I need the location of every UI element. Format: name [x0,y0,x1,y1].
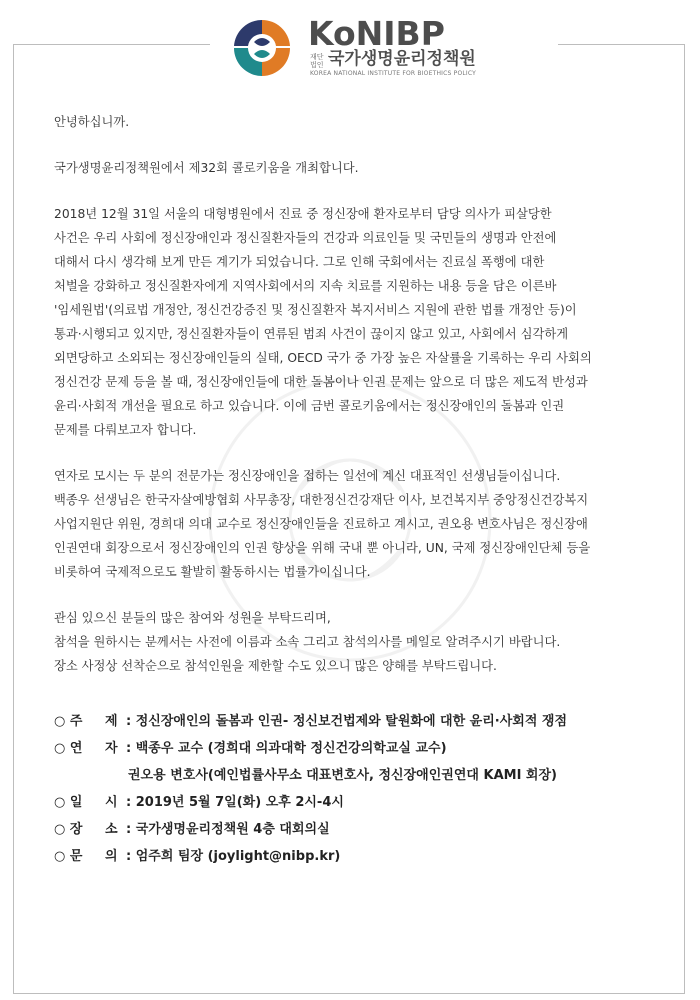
detail-speaker [54,735,654,762]
paragraph-invitation [54,606,654,678]
paragraph-line: 관심 있으신 분들의 많은 참여와 성원을 부탁드리며, [54,611,331,625]
paragraph-line: 비롯하여 국제적으로도 활발히 활동하시는 법률가이십니다. [54,565,371,579]
logo-brand-text: KoNIBP [308,14,445,53]
paragraph-line: 윤리·사회적 개선을 필요로 하고 있습니다. 이에 금번 콜로키움에서는 정신장애인의 돌봄과 인권 [54,399,565,413]
detail-label: ○ 연 자 [54,741,118,756]
logo-korean-name: 국가생명윤리정책원 [328,49,476,69]
greeting-text: 안녕하십니까. [54,115,130,129]
konibp-emblem-icon [224,16,300,80]
paragraph-line: 정신건강 문제 등을 볼 때, 정신장애인들에 대한 돌봄이나 인권 문제는 앞으로 더 많은 제도적 반성과 [54,375,588,389]
detail-topic [54,708,654,735]
paragraph-line: 사업지원단 위원, 경희대 의대 교수로 정신장애인들을 진료하고 계시고, 권오용 변호사님은 정신장애 [54,517,588,531]
paragraph-line: 참석을 원하시는 분께서는 사전에 이름과 소속 그리고 참석의사를 메일로 알려주시기 바랍니다. [54,635,561,649]
detail-label: ○ 주 제 [54,714,118,729]
frame-top-border-left [13,44,210,45]
paragraph-background [54,202,654,442]
detail-value: : 정신장애인의 돌봄과 인권- 정신보건법제와 탈원화에 대한 윤리·사회적 쟁점 [126,714,568,729]
detail-speaker-second [54,762,654,789]
konibp-logo [216,14,486,80]
detail-label: ○ 일 시 [54,795,118,810]
paragraph-line: 대해서 다시 생각해 보게 만든 계기가 되었습니다. 그로 인해 국회에서는 진료실 폭행에 대한 [54,255,545,269]
paragraph-line: 인권연대 회장으로서 정신장애인의 인권 향상을 위해 국내 뿐 아니라, UN, 국제 정신장애인단체 등을 [54,541,591,555]
paragraph-line: 통과·시행되고 있지만, 정신질환자들이 연류된 범죄 사건이 끊이지 않고 있고, 사회에서 심각하게 [54,327,569,341]
logo-english-name: KOREA NATIONAL INSTITUTE FOR BIOETHICS POLICY [310,70,477,77]
detail-datetime [54,789,654,816]
detail-label: ○ 문 의 [54,849,118,864]
detail-value: : 백종우 교수 (경희대 의과대학 정신건강의학교실 교수) [126,741,447,756]
paragraph-line: '임세원법'(의료법 개정안, 정신건강증진 및 정신질환자 복지서비스 지원에 관한 법률 개정안 등)이 [54,303,577,317]
paragraph-line: 처벌을 강화하고 정신질환자에게 지역사회에서의 지속 치료를 지원하는 내용 등을 담은 이른바 [54,279,557,293]
paragraph-line: 백종우 선생님은 한국자살예방협회 사무총장, 대한정신건강재단 이사, 보건복지부 중앙정신건강복지 [54,493,589,507]
paragraph-line: 문제를 다뤄보고자 합니다. [54,423,197,437]
paragraph-line: 사건은 우리 사회에 정신장애인과 정신질환자들의 건강과 의료인들 및 국민들의 생명과 안전에 [54,231,557,245]
detail-value: : 국가생명윤리정책원 4층 대회의실 [126,822,330,837]
paragraph-line: 외면당하고 소외되는 정신장애인들의 실태, OECD 국가 중 가장 높은 자살률을 기록하는 우리 사회의 [54,351,592,365]
detail-contact [54,843,654,870]
event-details [54,708,654,870]
detail-value: 권오용 변호사(예인법률사무소 대표변호사, 정신장애인권연대 KAMI 회장) [128,768,557,783]
paragraph-line: 연자로 모시는 두 분의 전문가는 정신장애인을 접하는 일선에 계신 대표적인 선생님들이십니다. [54,469,561,483]
paragraph-speakers [54,464,654,584]
intro-text: 국가생명윤리정책원에서 제32회 콜로키움을 개최합니다. [54,161,359,175]
detail-place [54,816,654,843]
detail-value: : 엄주희 팀장 (joylight@nibp.kr) [126,849,341,864]
paragraph-line: 2018년 12월 31일 서울의 대형병원에서 진료 중 정신장애 환자로부터 담당 의사가 피살당한 [54,207,552,221]
logo-badge: 재단 법인 [310,53,324,69]
detail-label: ○ 장 소 [54,822,118,837]
frame-top-border-right [558,44,685,45]
paragraph-line: 장소 사정상 선착순으로 참석인원을 제한할 수도 있으니 많은 양해를 부탁드립니다. [54,659,497,673]
detail-value: : 2019년 5월 7일(화) 오후 2시-4시 [126,795,344,810]
letter-body [54,110,654,678]
